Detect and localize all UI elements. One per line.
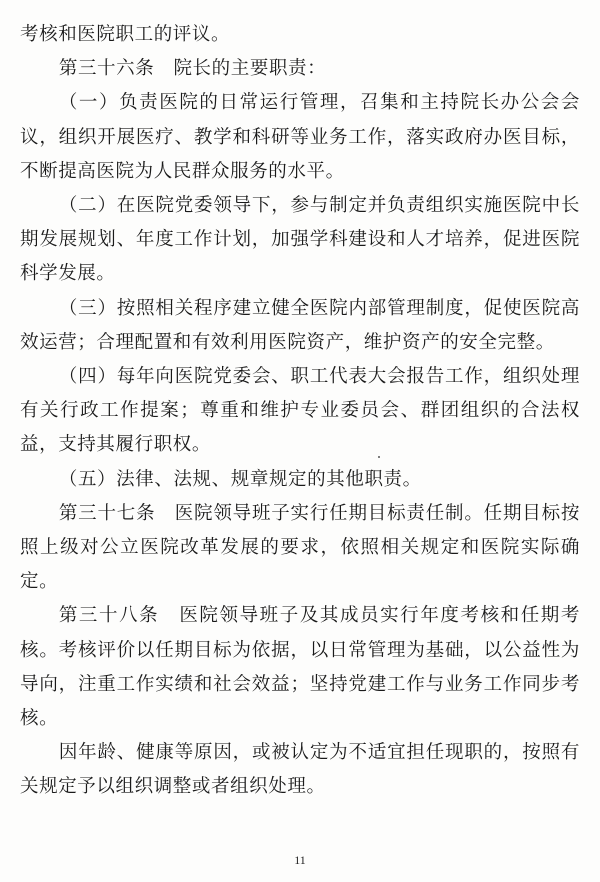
paragraph-1: 考核和医院职工的评议。 [20, 24, 231, 45]
article-38: 第三十八条 医院领导班子及其成员实行年度考核和任期考核。考核评价以任期目标为依据，以日常管理为基础，以公益性为导向，注重工作实绩和社会效益；坚持党建工作与业务工作同步考核。 [20, 605, 580, 730]
scan-speck [378, 456, 380, 458]
paragraph-duty-4: （四）每年向医院党委会、职工代表大会报告工作，组织处理有关行政工作提案；尊重和维护专业委员会、群团组织的合法权益，支持其履行职权。 [20, 366, 580, 456]
page-number: 11 [294, 853, 306, 867]
paragraph-adjustment: 因年龄、健康等原因，或被认定为不适宜担任现职的，按照有关规定予以组织调整或者组织处理。 [20, 742, 580, 798]
document-body [20, 18, 580, 805]
article-36-heading: 第三十六条 院长的主要职责： [58, 58, 327, 80]
paragraph-duty-1: （一）负责医院的日常运行管理，召集和主持院长办公会会议，组织开展医疗、教学和科研等业务工作，落实政府办医目标，不断提高医院为人民群众服务的水平。 [20, 92, 580, 182]
paragraph-duty-3: （三）按照相关程序建立健全医院内部管理制度，促使医院高效运营；合理配置和有效利用医院资产，维护资产的安全完整。 [20, 297, 580, 353]
paragraph-duty-2: （二）在医院党委领导下，参与制定并负责组织实施医院中长期发展规划、年度工作计划，加强学科建设和人才培养，促进医院科学发展。 [20, 195, 580, 285]
paragraph-duty-5: （五）法律、法规、规章规定的其他职责。 [58, 468, 422, 490]
article-37: 第三十七条 医院领导班子实行任期目标责任制。任期目标按照上级对公立医院改革发展的要求，依照相关规定和医院实际确定。 [20, 502, 580, 593]
